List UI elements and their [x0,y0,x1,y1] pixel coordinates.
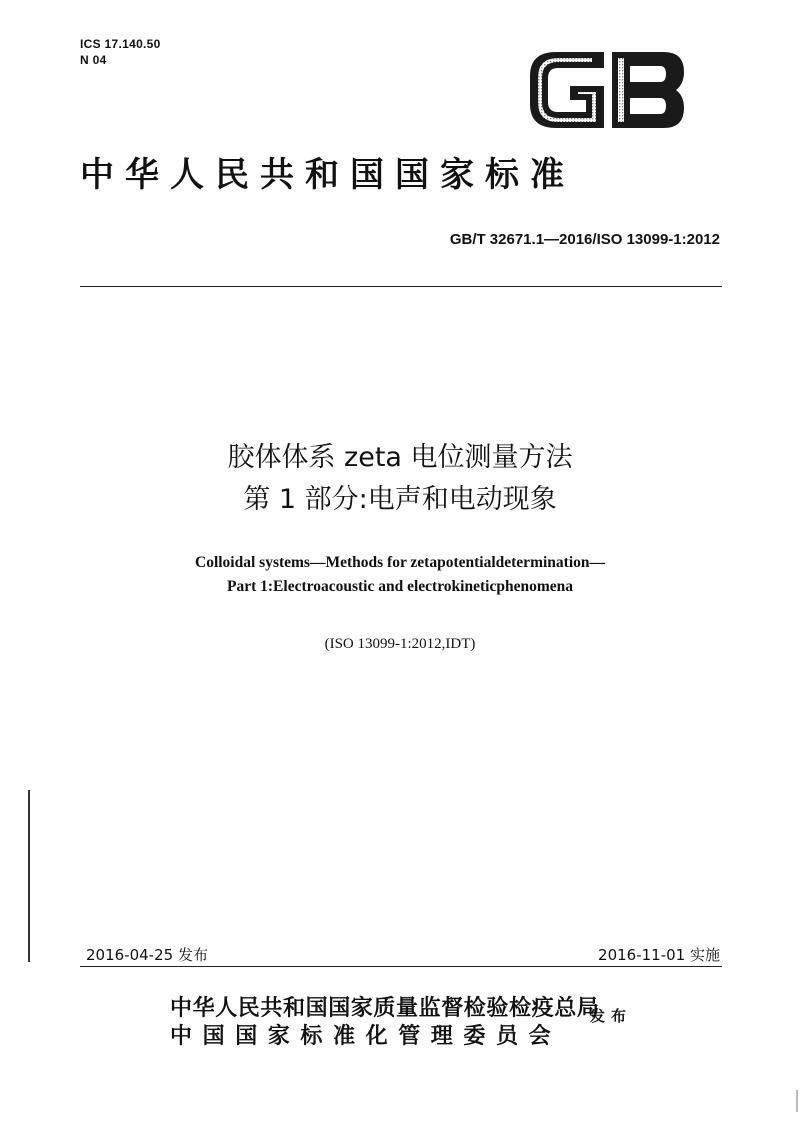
publication-date: 2016-04-25 发布 [86,946,208,964]
issuer-line-1: 中华人民共和国国家质量监督检验检疫总局 [170,995,600,1021]
issuer-line-2: 中国国家标准化管理委员会 [170,1023,562,1049]
english-title-line-1: Colloidal systems—Methods for zetapotentialdetermination— [195,554,605,571]
iso-adoption-note: (ISO 13099-1:2012,IDT) [324,636,476,652]
chinese-title-line-1: 胶体体系 zeta 电位测量方法 [227,442,573,473]
scan-margin-mark [28,790,30,962]
ccs-code: N 04 [80,53,107,67]
chinese-title-line-2: 第 1 部分:电声和电动现象 [243,484,557,515]
english-title-line-2: Part 1:Electroacoustic and electrokineticphenomena [227,578,573,595]
standard-title: 中华人民共和国国家标准 [80,155,575,195]
gb-logo [526,46,688,134]
classification-block [80,36,161,68]
footer-divider [80,966,722,967]
implementation-date: 2016-11-01 实施 [598,946,720,964]
ics-code: ICS 17.140.50 [80,37,161,51]
standard-number: GB/T 32671.1—2016/ISO 13099-1:2012 [449,231,720,248]
issued-label: 发布 [590,1007,633,1025]
header-divider [80,286,722,287]
scan-edge-mark [796,1090,798,1112]
